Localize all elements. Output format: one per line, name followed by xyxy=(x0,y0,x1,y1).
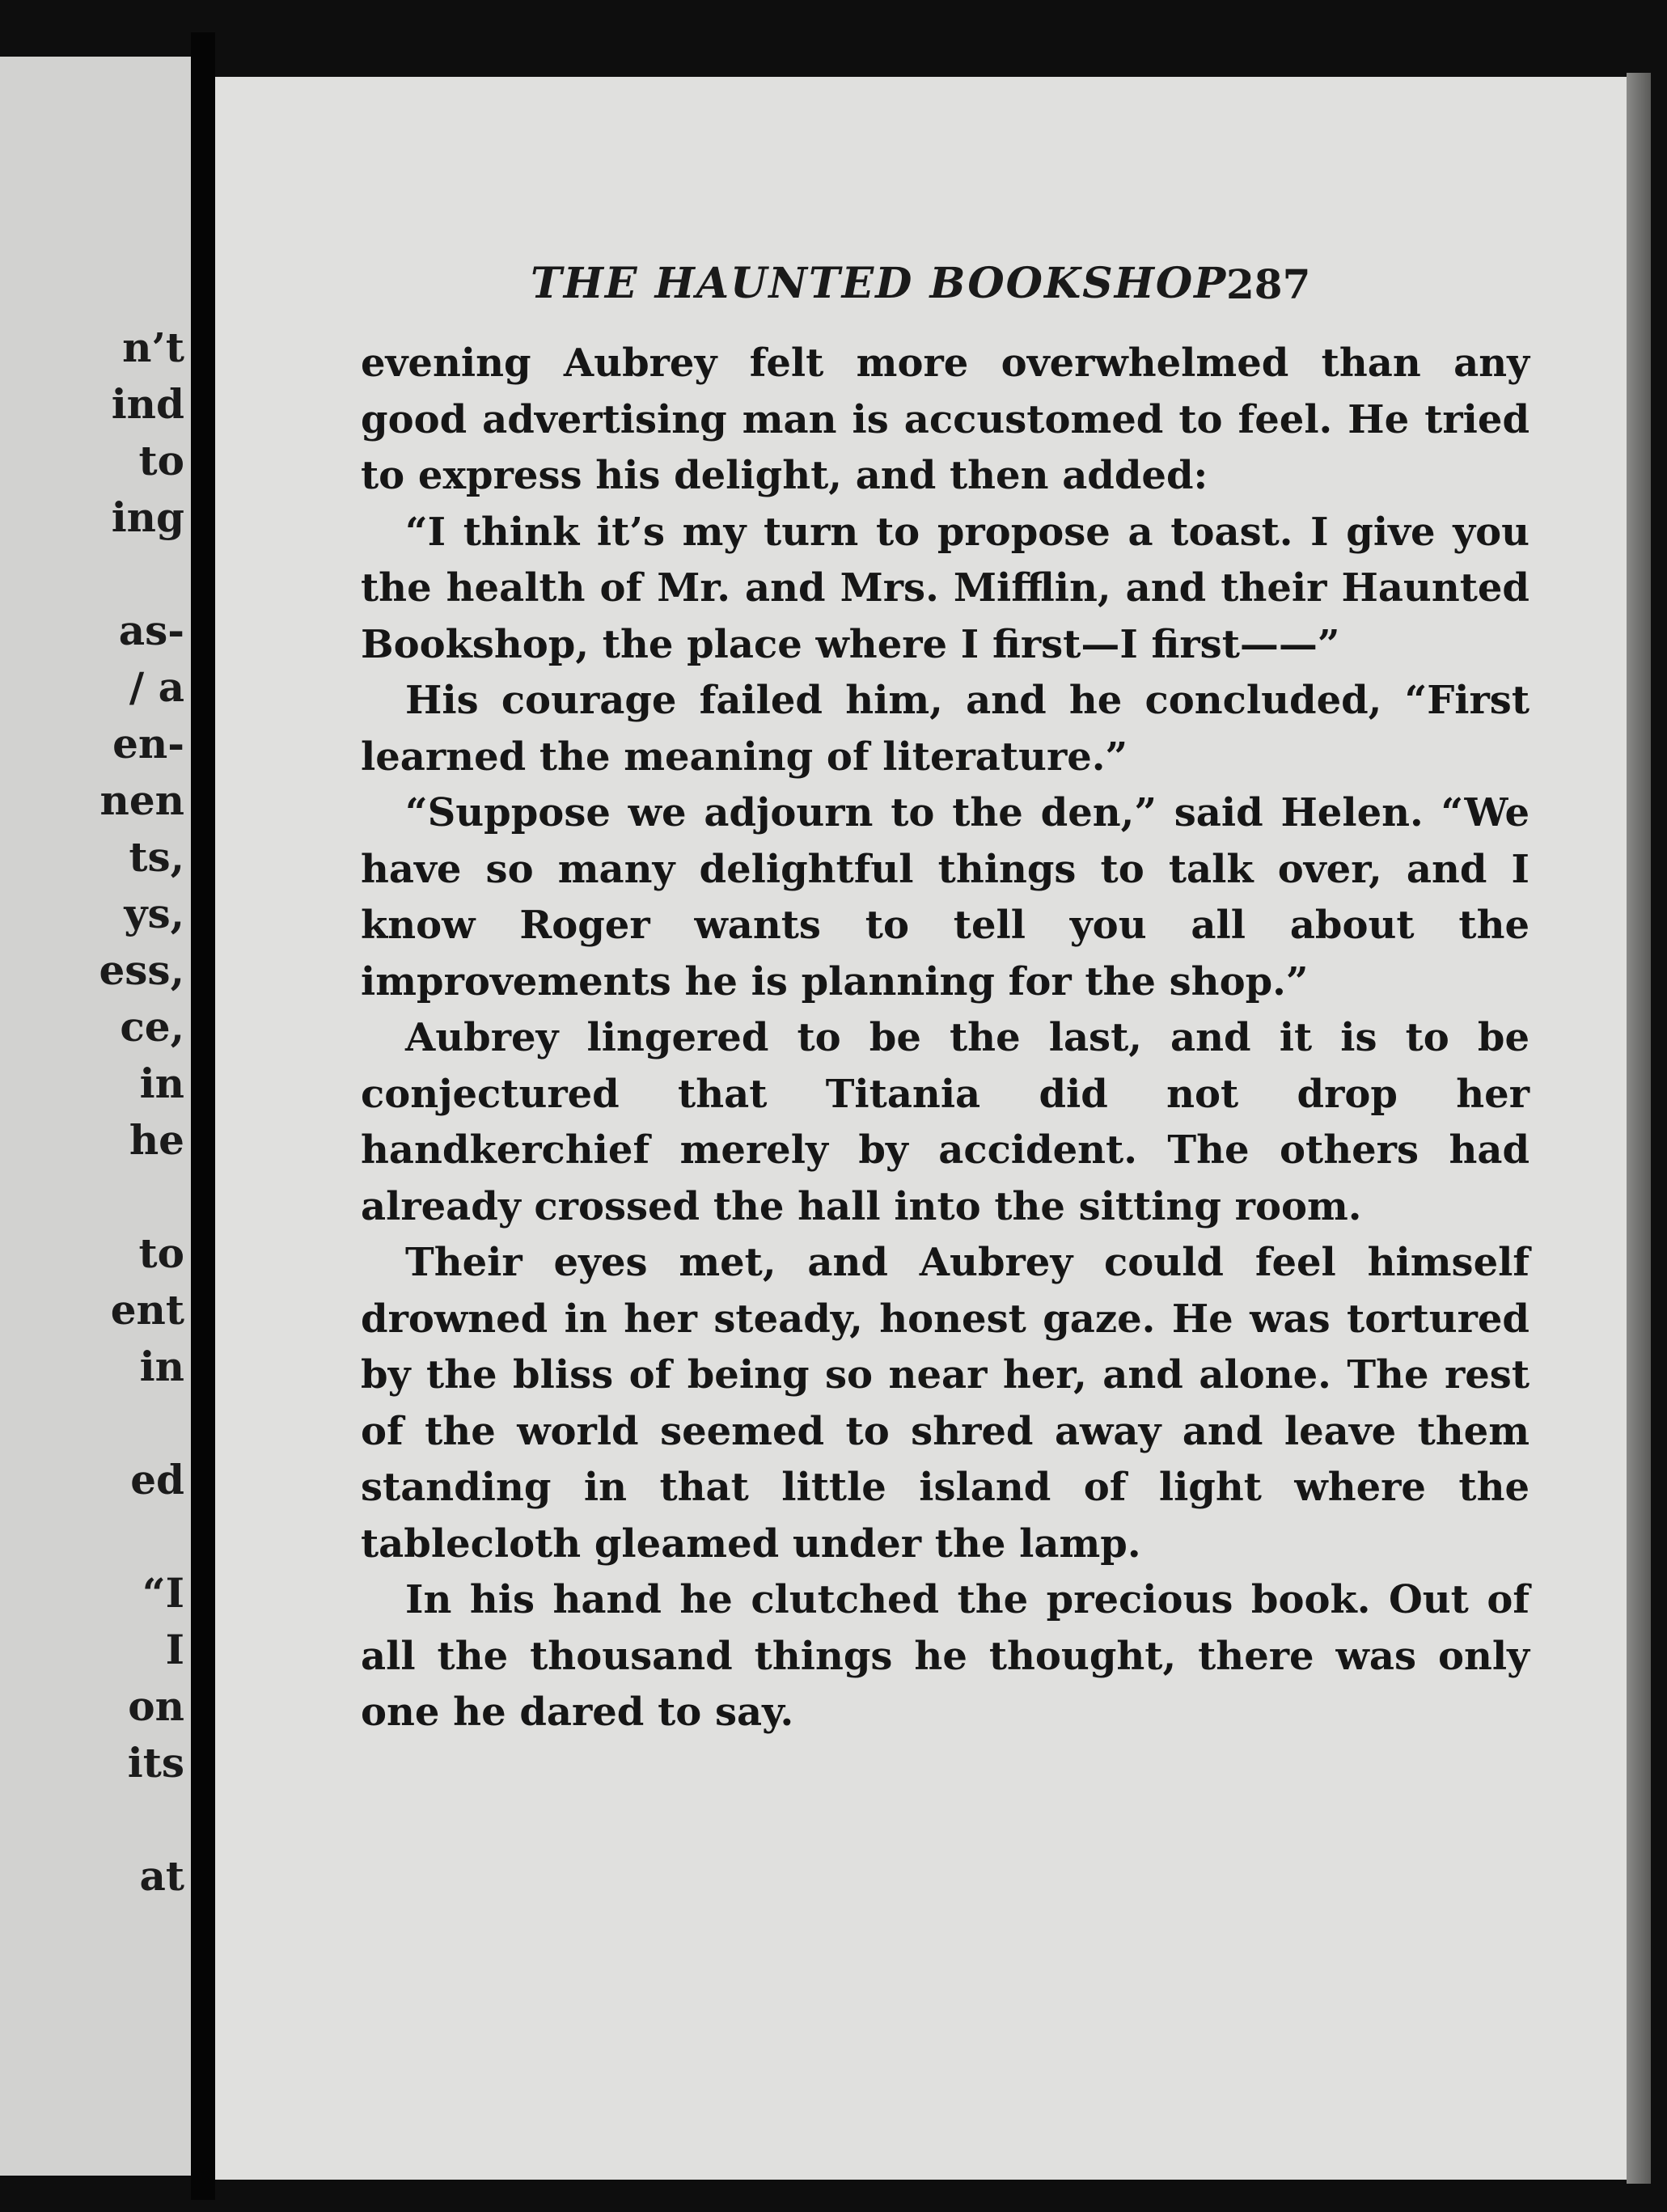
book-page xyxy=(215,77,1627,2180)
left-page-line-fragment: on xyxy=(128,1682,184,1730)
left-page-line-fragment: ess, xyxy=(99,946,184,994)
left-page-line-fragment: at xyxy=(139,1852,184,1900)
left-page-line-fragment: ent xyxy=(110,1286,184,1334)
running-title: THE HAUNTED BOOKSHOP xyxy=(531,259,1228,308)
left-page-line-fragment: in xyxy=(139,1059,184,1107)
paragraph: In his hand he clutched the precious book. Out of all the thousand things he thought, there was only one he dared to say. xyxy=(361,1577,1529,1735)
left-page-line-fragment: en- xyxy=(112,720,184,768)
left-page-line-fragment: he xyxy=(129,1116,184,1164)
left-page-line-fragment: ys, xyxy=(124,890,184,937)
left-page-line-fragment: nen xyxy=(99,776,184,824)
left-page-line-fragment: to xyxy=(138,1229,184,1277)
left-page-line-fragment: ed xyxy=(130,1456,184,1504)
paragraph: Aubrey lingered to be the last, and it is to be conjectured that Titania did not drop her handkerchief merely by accident. The others had already crossed the hall into the sitting room. xyxy=(361,1015,1529,1229)
body-text xyxy=(361,336,1529,1741)
left-page-line-fragment: in xyxy=(139,1343,184,1390)
paragraph: His courage failed him, and he concluded, “First learned the meaning of literature.” xyxy=(361,678,1529,780)
left-page-line-fragment: I xyxy=(165,1626,184,1673)
left-page-line-fragment: to xyxy=(138,437,184,484)
left-page-line-fragment: / a xyxy=(129,663,184,711)
paragraph: “I think it’s my turn to propose a toast. I give you the health of Mr. and Mrs. Mifflin, and their Haunted Bookshop, the place where I first—I first——” xyxy=(361,509,1529,667)
paragraph: Their eyes met, and Aubrey could feel himself drowned in her steady, honest gaze. He was tortured by the bliss of being so near her, and alone. The rest of the world seemed to shred away and leave them standing in that little island of light where the tablecloth gleamed under the lamp. xyxy=(361,1240,1529,1567)
left-page-line-fragment: its xyxy=(127,1739,184,1787)
paragraph: evening Aubrey felt more overwhelmed than any good advertising man is accustomed to feel. He tried to express his delight, and then added: xyxy=(361,340,1529,498)
left-page-line-fragment: “I xyxy=(142,1569,184,1617)
paragraph: “Suppose we adjourn to the den,” said Helen. “We have so many delightful things to talk over, and I know Roger wants to tell you all about the improvements he is planning for the shop.” xyxy=(361,790,1529,1004)
left-page-line-fragment: as- xyxy=(118,607,184,654)
facing-page-left xyxy=(0,57,191,2176)
left-page-line-fragment: ce, xyxy=(120,1003,184,1051)
page-edge xyxy=(1627,73,1651,2184)
left-page-line-fragment: ing xyxy=(111,493,184,541)
book-gutter xyxy=(191,32,215,2200)
page-header xyxy=(215,251,1627,324)
left-page-line-fragment: ind xyxy=(111,380,184,428)
left-page-line-fragment: ts, xyxy=(129,833,184,881)
page-number: 287 xyxy=(1226,260,1311,308)
left-page-line-fragment: n’t xyxy=(122,324,184,371)
